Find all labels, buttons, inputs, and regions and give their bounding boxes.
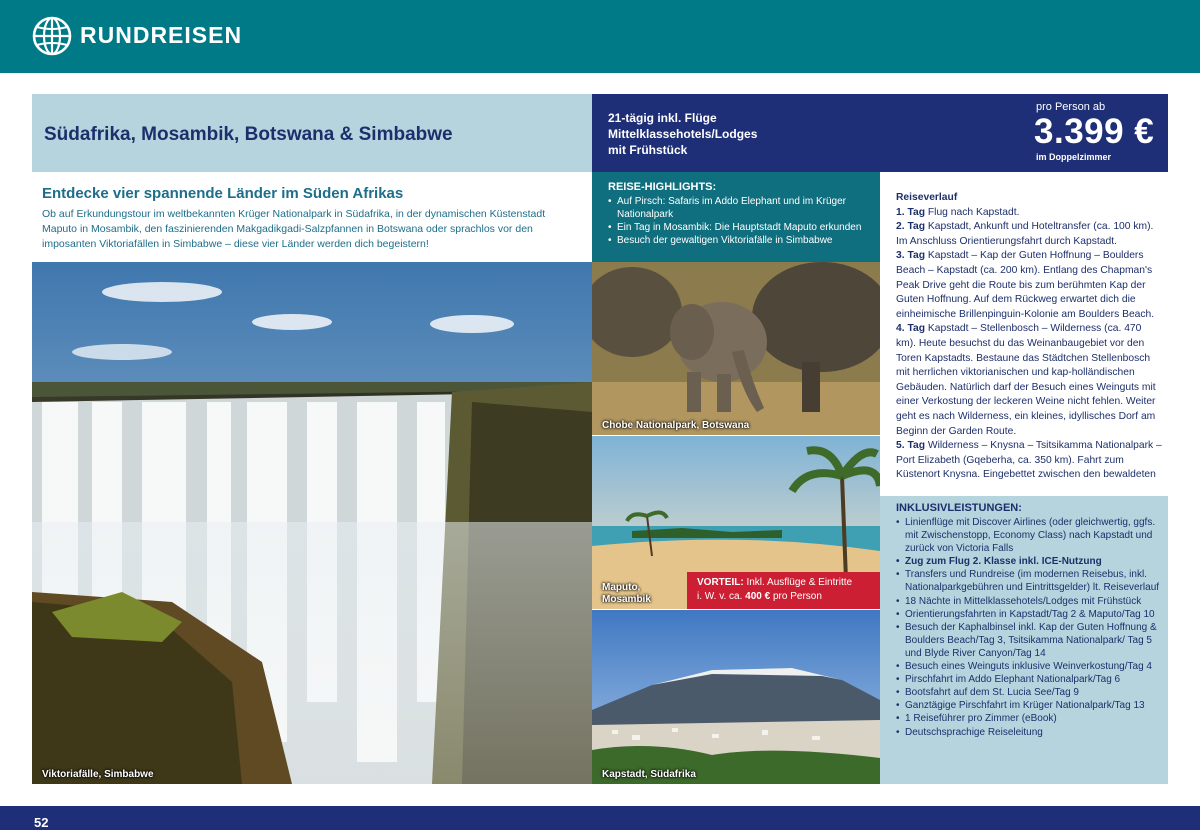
vorteil-amount: 400 €: [745, 591, 771, 602]
globe-icon: [32, 16, 72, 56]
highlights-list: [608, 195, 870, 247]
elephant-photo: [592, 262, 880, 435]
intro-heading: Entdecke vier spannende Länder im Süden Afrikas: [42, 185, 404, 202]
inclusive-item: • 18 Nächte in Mittelklassehotels/Lodges mit Frühstück: [896, 595, 1162, 608]
inclusive-item: • Besuch eines Weinguts inklusive Weinverkostung/Tag 4: [896, 660, 1162, 673]
waterfall-image: [32, 262, 592, 784]
inclusive-item: • Besuch der Kaphalbinsel inkl. Kap der Guten Hoffnung & Boulders Beach/Tag 3, Tsitsikamma Nationalpark/ Tag 5 und Blyde River Canyon/Tag 14: [896, 621, 1162, 660]
itinerary-day-text: Kapstadt – Kap der Guten Hoffnung – Boulders Beach – Kapstadt (ca. 200 km). Entlang des Chapman's Peak Drive geht die Route bis zum berühmten Kap der Guten Hoffnung. Auf dem Rückweg erwartet dich die einheimische Brillenpinguin-Kolonie am Boulders Beach.: [896, 250, 1155, 320]
price-value: 3.399 €: [1034, 112, 1155, 151]
inclusive-list: [896, 516, 1162, 739]
elephant-image: [592, 262, 880, 435]
itinerary-day: [896, 249, 1164, 322]
inclusive-item: • Pirschfahrt im Addo Elephant Nationalpark/Tag 6: [896, 673, 1162, 686]
vorteil-text: i. W. v. ca.: [697, 591, 743, 602]
highlight-item: • Ein Tag in Mosambik: Die Hauptstadt Maputo erkunden: [608, 221, 870, 234]
brand-title: RUNDREISEN: [80, 22, 243, 48]
trip-info-line: Mittelklassehotels/Lodges: [608, 127, 758, 141]
photo-caption-maputo-line: Mosambik: [602, 594, 651, 605]
inclusive-services-box: [880, 496, 1168, 784]
photo-caption-falls: Viktoriafälle, Simbabwe: [42, 769, 154, 780]
capetown-photo: [592, 610, 880, 784]
inclusive-item: • Transfers und Rundreise (im modernen Reisebus, inkl. Nationalparkgebühren und Eintrittsgelder) lt. Reiseverlauf: [896, 568, 1162, 594]
itinerary-day-text: Kapstadt, Ankunft und Hoteltransfer (ca. 100 km). Im Anschluss Orientierungsfahrt durch Kapstadt.: [896, 221, 1154, 247]
page-number: 52: [34, 815, 49, 830]
price-from-label: pro Person ab: [1036, 101, 1106, 113]
vorteil-text: pro Person: [772, 591, 822, 602]
itinerary-day-text: Kapstadt – Stellenbosch – Wilderness (ca. 470 km). Heute besuchst du das Weinanbaugebiet vor den Toren Kapstadts. Bestaune das Städtchen Stellenbosch mit herrlichen viktorianischen und kap-holländischen Gebäuden. Natürlich darf der Besuch eines Weinguts mit einer Verkostung der leckeren Weine nicht fehlen. Weiter geht es nach Wilderness, ein kleines, idyllisches Dorf am Beginn der Garden Route.: [896, 323, 1156, 437]
price-box: [592, 94, 1168, 172]
page-title: Südafrika, Mosambik, Botswana & Simbabwe: [44, 124, 453, 145]
itinerary-day-label: 1. Tag: [896, 206, 925, 218]
inclusive-title: INKLUSIVLEISTUNGEN:: [896, 502, 1022, 514]
photo-caption-elephant: Chobe Nationalpark, Botswana: [602, 420, 750, 431]
intro-text: Ob auf Erkundungstour im weltbekannten Krüger Nationalpark in Südafrika, in der dynamischen Küstenstadt Maputo in Mosambik, den faszinierenden Makgadikgadi-Salzpfannen in Botswana oder sprachlos vor den imposanten Viktoriafällen in Simbabwe – diese vier Länder werden dich begeistern!: [42, 208, 546, 250]
highlights-box: [592, 172, 880, 262]
itinerary-day-label: 5. Tag: [896, 440, 925, 452]
victoria-falls-photo: [32, 262, 592, 784]
bottom-bar: [0, 806, 1200, 830]
itinerary-day-label: 4. Tag: [896, 323, 925, 335]
top-banner: [0, 0, 1200, 73]
itinerary-day-text: Wilderness – Knysna – Tsitsikamma Nationalpark – Port Elizabeth (Gqeberha, ca. 350 km). Fahrt zum Küstenort Knysna. Eingebettet zwischen den bewaldeten: [896, 440, 1162, 481]
photo-caption-maputo: [602, 582, 651, 606]
highlight-item: • Auf Pirsch: Safaris im Addo Elephant und im Krüger Nationalpark: [608, 195, 870, 221]
itinerary-day-text: Flug nach Kapstadt.: [927, 206, 1020, 218]
highlight-item: • Besuch der gewaltigen Viktoriafälle in Simbabwe: [608, 234, 870, 247]
inclusive-item: • Ganztägige Pirschfahrt im Krüger Nationalpark/Tag 13: [896, 699, 1162, 712]
itinerary-day: [896, 322, 1164, 439]
inclusive-item: • Orientierungsfahrten in Kapstadt/Tag 2 & Maputo/Tag 10: [896, 608, 1162, 621]
trip-info: [608, 110, 757, 158]
inclusive-item: • Bootsfahrt auf dem St. Lucia See/Tag 9: [896, 686, 1162, 699]
price-note: im Doppelzimmer: [1036, 152, 1112, 162]
inclusive-item: • Zug zum Flug 2. Klasse inkl. ICE-Nutzung: [896, 555, 1162, 568]
itinerary-title: Reiseverlauf: [896, 192, 958, 203]
itinerary-day: [896, 220, 1164, 249]
itinerary-day-label: 2. Tag: [896, 221, 925, 233]
title-box: [32, 94, 592, 172]
trip-info-line: 21-tägig inkl. Flüge: [608, 111, 717, 125]
photo-caption-cape: Kapstadt, Südafrika: [602, 769, 696, 780]
inclusive-item: • Deutschsprachige Reiseleitung: [896, 726, 1162, 739]
highlights-title: REISE-HIGHLIGHTS:: [608, 181, 717, 193]
inclusive-item: • Linienflüge mit Discover Airlines (oder gleichwertig, ggfs. mit Zwischenstopp, Economy Class) nach Kapstadt und zurück von Victoria Falls: [896, 516, 1162, 555]
itinerary-day: [896, 206, 1164, 221]
trip-info-line: mit Frühstück: [608, 143, 688, 157]
vorteil-badge: [687, 572, 880, 609]
itinerary-day-label: 3. Tag: [896, 250, 925, 262]
itinerary-day: [896, 439, 1164, 483]
vorteil-text: Inkl. Ausflüge & Eintritte: [746, 577, 853, 588]
table-mountain-image: [592, 610, 880, 784]
vorteil-label: VORTEIL:: [697, 577, 744, 588]
photo-caption-maputo-line: Maputo,: [602, 582, 641, 593]
inclusive-item: • 1 Reiseführer pro Zimmer (eBook): [896, 712, 1162, 725]
itinerary: [896, 191, 1164, 483]
